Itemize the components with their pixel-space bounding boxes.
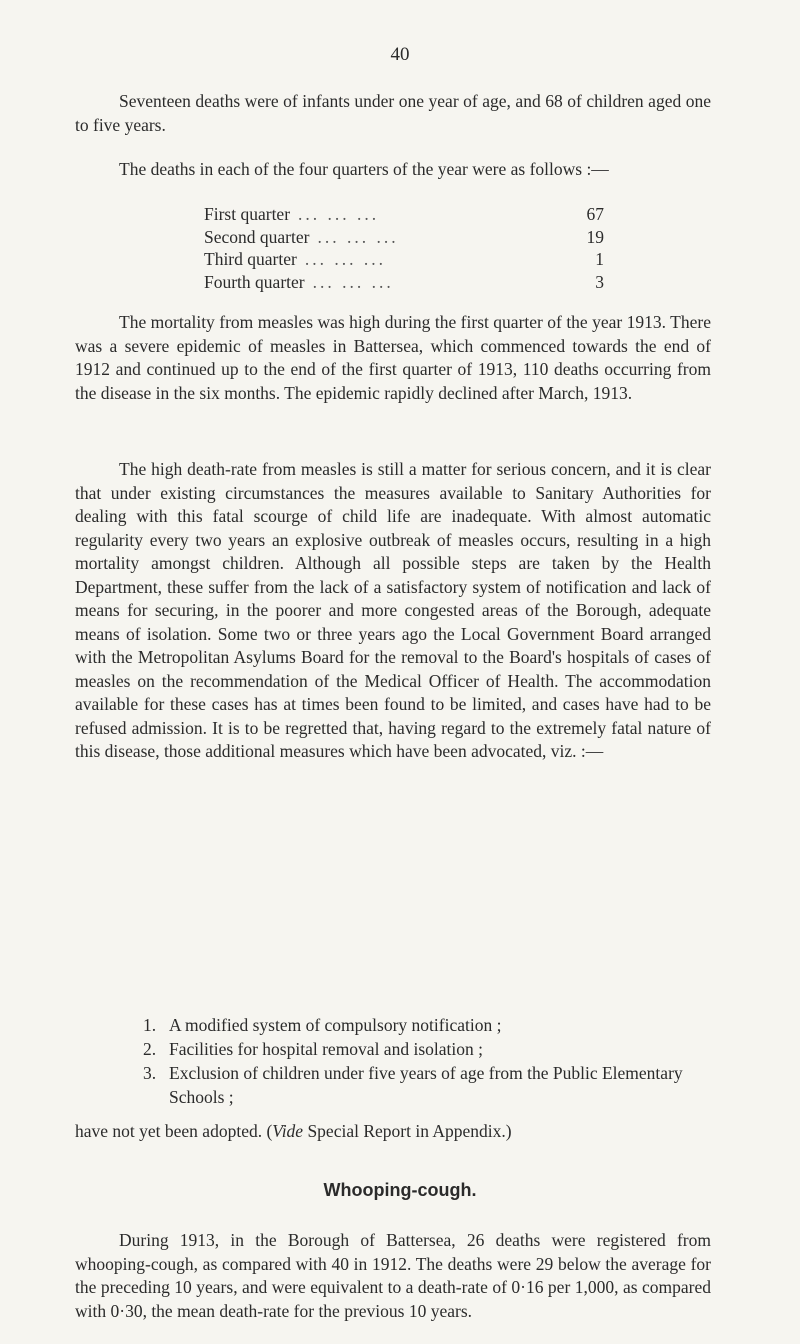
leader-dots: ... ... ... — [304, 249, 386, 269]
list-item — [143, 1014, 711, 1038]
paragraph-whooping-cough: During 1913, in the Borough of Battersea, 26 deaths were registered from whooping-cough, as compared with 40 in 1912. The deaths were 29 below the average for the preceding 10 years, and were equivalent to a death-rate of 0·16 per 1,000, as compared with 0·30, the mean death-rate for the previous 10 years. — [75, 1230, 711, 1321]
quarters-table — [204, 203, 604, 293]
list-number: 1. — [143, 1015, 157, 1035]
section-heading-whooping-cough: Whooping-cough. — [323, 1180, 477, 1200]
vide-italic: Vide — [272, 1121, 304, 1141]
list-text: A modified system of compulsory notification ; — [169, 1015, 502, 1035]
paragraph-infant-deaths: Seventeen deaths were of infants under one year of age, and 68 of children aged one to five years. — [75, 91, 711, 135]
page-number: 40 — [390, 44, 410, 65]
list-number: 3. — [143, 1063, 157, 1083]
leader-dots: ... ... ... — [317, 226, 399, 247]
list-text: Exclusion of children under five years of age from the Public Elementary Schools ; — [169, 1063, 683, 1107]
list-text: Facilities for hospital removal and isolation ; — [169, 1039, 483, 1059]
quarter-label: Third quarter — [204, 249, 297, 269]
paragraph-not-adopted — [75, 1120, 711, 1144]
quarter-label: Fourth quarter — [204, 271, 305, 292]
list-number: 2. — [143, 1039, 157, 1059]
quarter-value: 19 — [586, 226, 604, 247]
table-row — [204, 203, 604, 226]
leader-dots: ... ... ... — [298, 204, 380, 224]
list-item — [143, 1038, 711, 1062]
quarter-value: 67 — [586, 204, 604, 224]
quarter-value: 3 — [595, 271, 604, 292]
quarter-value: 1 — [595, 249, 604, 269]
table-row — [204, 271, 604, 294]
paragraph-measles-mortality: The mortality from measles was high during the first quarter of the year 1913. There was a severe epidemic of measles in Battersea, which commenced towards the end of 1912 and continued up to the end of the first quarter of 1913, 110 deaths occurring from the disease in the six months. The epidemic rapidly declined after March, 1913. — [75, 312, 711, 403]
paragraph-quarters-intro: The deaths in each of the four quarters of the year were as follows :— — [119, 159, 609, 179]
table-row — [204, 226, 604, 249]
quarter-label: First quarter — [204, 204, 291, 224]
quarter-label: Second quarter — [204, 226, 310, 247]
table-row — [204, 248, 604, 271]
list-item — [143, 1062, 711, 1109]
leader-dots: ... ... ... — [312, 271, 394, 292]
text-fragment: Special Report in Appendix.) — [303, 1121, 512, 1141]
paragraph-measles-concern: The high death-rate from measles is still a matter for serious concern, and it is clear that under existing circumstances the measures available to Sanitary Authorities for dealing with this fatal scourge of child life are inadequate. With almost automatic regularity every two years an explosive outbreak of measles occurs, resulting in a high mortality amongst children. Although all possible steps are taken by the Health Department, these suffer from the lack of a satisfactory system of notification and lack of means for securing, in the poorer and more congested areas of the Borough, adequate means of isolation. Some two or three years ago the Local Government Board arranged with the Metropolitan Asylums Board for the removal to the Board's hospitals of cases of measles on the recommendation of the Medical Officer of Health. The accommodation available for these cases has at times been found to be limited, and cases have had to be refused admission. It is to be regretted that, having regard to the extremely fatal nature of this disease, those additional measures which have been advocated, viz. :— — [75, 459, 711, 761]
text-fragment: have not yet been adopted. ( — [75, 1121, 273, 1141]
